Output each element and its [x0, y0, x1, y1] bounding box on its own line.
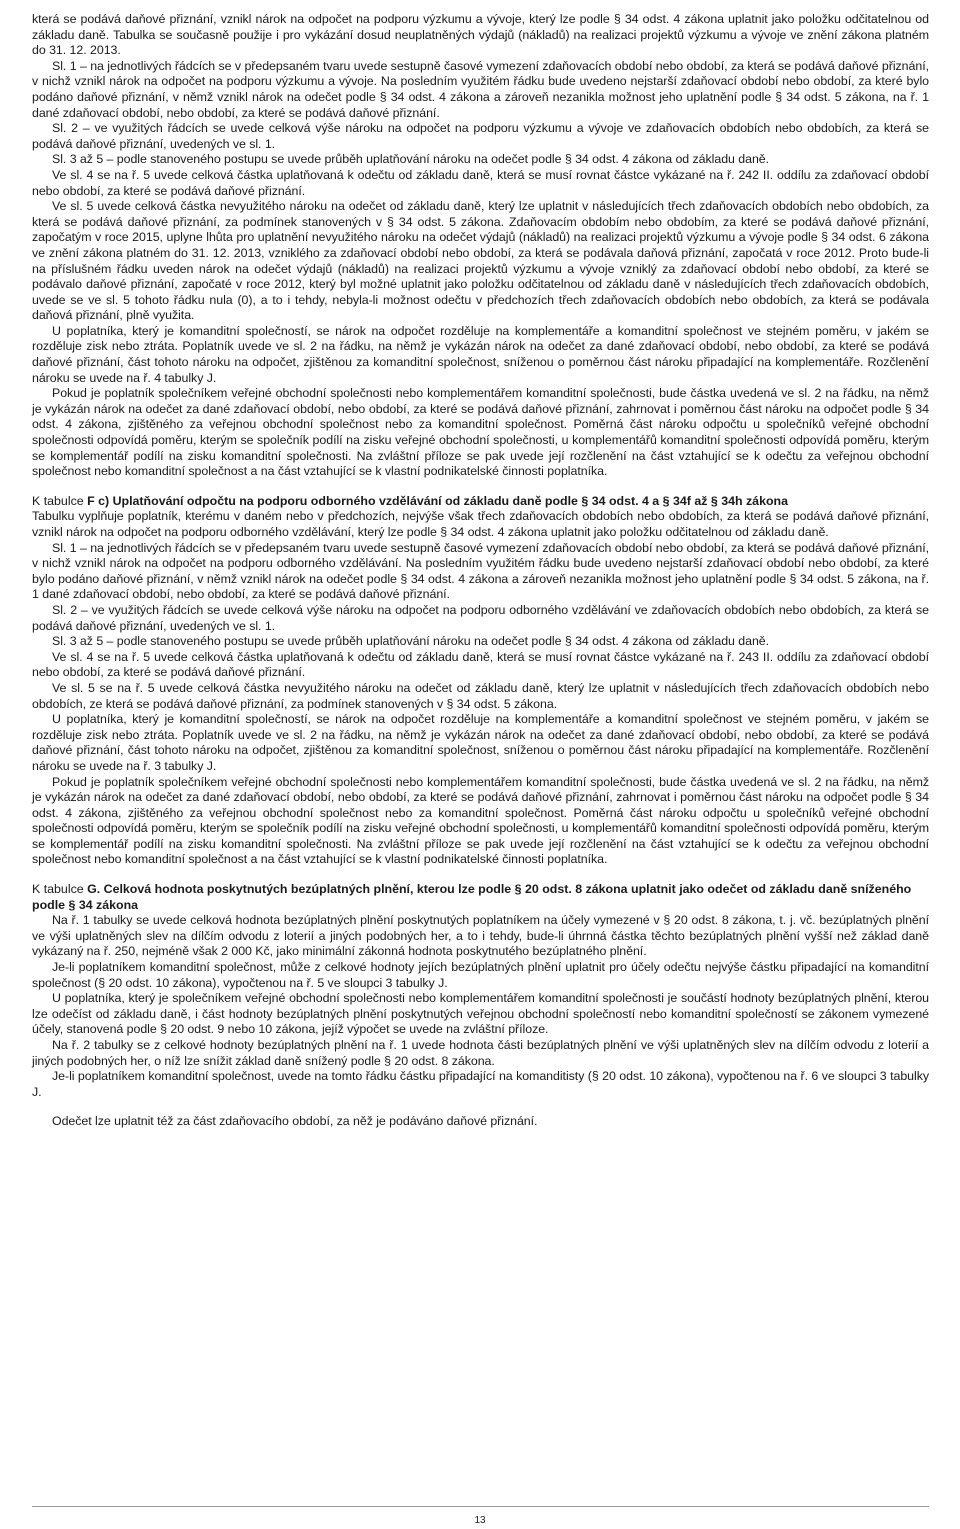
section-e-paragraph: Ve sl. 4 se na ř. 5 uvede celková částka uplatňovaná k odečtu od základu daně, která se musí rovnat částce vykázané na ř. 242 II. oddílu za zdaňovací období nebo období, za které se podává daňové přiznání.	[32, 167, 929, 198]
section-f-paragraph: Ve sl. 5 se na ř. 5 uvede celková částka nevyužitého nároku na odečet od základu daně, který lze uplatnit v následujících třech zdaňovacích obdobích nebo obdobích, ze která se podává daňové přiznání, za podmínek stanovených v § 34 odst. 5 zákona.	[32, 680, 929, 711]
section-g-closing-note: Odečet lze uplatnit též za část zdaňovacího období, za něž je podáváno daňové přiznání.	[52, 1114, 538, 1129]
section-e-paragraph: Sl. 3 až 5 – podle stanoveného postupu se uvede průběh uplatňování nároku na odečet podle § 34 odst. 4 zákona od základu daně.	[52, 152, 770, 167]
section-f-paragraph: U poplatníka, který je komanditní společností, se nárok na odpočet rozděluje na komplementáře a komanditní společnost ve stejném poměru, v jakém se rozděluje zisk nebo ztráta. Poplatník uvede ve sl. 2 na řádku, na němž je vykázán nárok na odečet za dané zdaňovací období, nebo období, za které se podává daňové přiznání, část tohoto nároku na odpočet, zjištěnou za komanditní společnost, sníženou o poměrnou část nároku připadající na komplementáře. Rozčlenění nároku se uvede na ř. 3 tabulky J.	[32, 712, 929, 773]
section-e-paragraph: Pokud je poplatník společníkem veřejné obchodní společnosti nebo komplementářem komanditní společnosti, bude částka uvedená ve sl. 2 na řádku, na němž je vykázán nárok na odečet za dané zdaňovací období, nebo období, za které se podává daňové přiznání, zahrnovat i poměrnou část nároku na odpočet podle § 34 odst. 4 zákona, zjištěného za veřejnou obchodní společnost nebo za komanditní společnost. Poměrná část nároku odpočtu u společníků veřejné obchodní společnosti odpovídá poměru, kterým se společník podílí na zisku veřejné obchodní společnosti, u komplementářů komanditní společnosti odpovídá poměru, kterým se komplementář podílí na zisku komanditní společnosti. Na zvláštní příloze se pak uvede její rozčlenění na část vztahující se k odečtu za veřejnou obchodní společnost nebo komanditní společnost a na část vztahující se k vlastní podnikatelské činnosti poplatníka.	[32, 386, 929, 479]
section-f-body	[32, 509, 929, 868]
section-e-paragraph: která se podává daňové přiznání, vznikl nárok na odpočet na podporu výzkumu a vývoje, který lze podle § 34 odst. 4 zákona uplatnit jako položku odčitatelnou od základu daně. Tabulka se současně použije i pro vykázání dosud neuplatněných výdajů (nákladů) na realizaci projektů výzkumu a vývoje ve znění zákona platném do 31. 12. 2013.	[32, 12, 929, 58]
section-g-paragraph: Je-li poplatníkem komanditní společnost, může z celkové hodnoty jejích bezúplatných plnění uplatnit pro účely odečtu nejvýše částku připadající na komanditní společnost (§ 20 odst. 10 zákona), vypočtenou na ř. 5 ve sloupci 3 tabulky J.	[32, 960, 929, 990]
section-g-paragraph: Na ř. 2 tabulky se z celkové hodnoty bezúplatných plnění na ř. 1 uvede hodnota části bezúplatných plnění ve výši uplatněných slev na dílčím odvodu z loterií a jiných podobných her, o níž lze snížit základ daně snížený podle § 20 odst. 8 zákona.	[32, 1038, 929, 1068]
section-g-heading-title: G. Celková hodnota poskytnutých bezúplatných plnění, kterou lze podle § 20 odst. 8 zákona uplatnit jako odečet od základu daně sníženého podle § 34 zákona	[32, 882, 912, 912]
page-number: 13	[474, 1515, 486, 1526]
section-e-paragraph: Sl. 1 – na jednotlivých řádcích se v předepsaném tvaru uvede sestupně časové vymezení zdaňovacích období nebo období, za která se podává daňové přiznání, v nichž vznikl nárok na odpočet na podporu výzkumu a vývoje. Na posledním využitém řádku bude uvedeno nejstarší zdaňovací období nebo období, za které bylo podáno daňové přiznání, v němž vznikl nárok na odečet podle § 34 odst. 4 zákona a zároveň nezanikla možnost jeho uplatnění podle § 34 odst. 5 zákona, na ř. 1 dané zdaňovací období, nebo období, za které se podává daňové přiznání.	[32, 58, 929, 120]
section-e-paragraph: Sl. 2 – ve využitých řádcích se uvede celková výše nároku na odpočet na podporu výzkumu a vývoje ve zdaňovacích obdobích nebo obdobích, za která se podává daňové přiznání, uvedených ve sl. 1.	[32, 121, 929, 151]
section-f-paragraph: Tabulku vyplňuje poplatník, kterému v daném nebo v předchozích, nejvýše však třech zdaňovacích obdobích nebo obdobích, za která se podává daňové přiznání, vznikl nárok na odpočet na podporu odborného vzdělávání, který lze podle § 34 odst. 4 zákona uplatnit jako položku odčitatelnou od základu daně.	[32, 509, 929, 539]
section-g-paragraph: Je-li poplatníkem komanditní společnost, uvede na tomto řádku částku připadající na komanditisty (§ 20 odst. 10 zákona), vypočtenou na ř. 6 ve sloupci 3 tabulky J.	[32, 1069, 929, 1099]
footer-divider	[32, 1506, 929, 1507]
section-g-paragraph: Na ř. 1 tabulky se uvede celková hodnota bezúplatných plnění poskytnutých poplatníkem na účely vymezené v § 20 odst. 8 zákona, t. j. vč. bezúplatných plnění ve výši uplatněných slev na dílčím odvodu z loterií a jiných podobných her, a to i tehdy, bude-li úhrnná částka těchto bezúplatných plnění vyšší než základ daně vykázaný na ř. 250, nejméně však 2 000 Kč, jako minimální zákonná hodnota poskytnutého bezúplatného plnění.	[32, 913, 929, 959]
section-e-continued	[32, 12, 929, 480]
section-g-body	[32, 913, 929, 1100]
section-f-paragraph: Ve sl. 4 se na ř. 5 uvede celková částka uplatňovaná k odečtu od základu daně, která se musí rovnat částce vykázané na ř. 243 II. oddílu za zdaňovací období nebo období, za které se podává daňové přiznání.	[32, 649, 929, 680]
document-body	[32, 12, 929, 1130]
section-f-paragraph: Sl. 2 – ve využitých řádcích se uvede celková výše nároku na odpočet na podporu odborného vzdělávání ve zdaňovacích obdobích nebo obdobích, za která se podává daňové přiznání, uvedených ve sl. 1.	[32, 602, 929, 633]
section-g-heading	[32, 882, 929, 913]
section-e-paragraph: Ve sl. 5 uvede celková částka nevyužitého nároku na odečet od základu daně, který lze uplatnit v následujících třech zdaňovacích obdobích nebo obdobích, za která se podává daňové přiznání, za podmínek stanovených v § 34 odst. 5 zákona. Zdaňovacím obdobím nebo obdobím, za které se podává daňové přiznání, započatým v roce 2015, uplyne lhůta pro uplatnění nevyužitého nároku na odečet výdajů (nákladů) na realizaci projektů výzkumu a vývoje podle § 34 odst. 6 zákona ve znění zákona platném do 31. 12. 2013, vzniklého za zdaňovací období nebo období, za která se podávala daňová přiznání, započatá v roce 2012. Proto bude-li na příslušném řádku uveden nárok na odečet výdajů (nákladů) na realizaci projektů výzkumu a vývoje vzniklý za zdaňovací období nebo období, za které se podávalo daňové přiznání, započaté v roce 2012, který byl možné uplatnit jako položku odčitatelnou od základu daně v následujících třech zdaňovacích obdobích, uvede se ve sl. 5 tohoto řádku nula (0), a to i tehdy, nebyla-li možnost odečtu v předchozích třech zdaňovacích obdobích nebo obdobích, za která se podávala daňová přiznání, plně využita.	[32, 199, 929, 323]
section-f-paragraph: Sl. 1 – na jednotlivých řádcích se v předepsaném tvaru uvede sestupně časové vymezení zdaňovacích období nebo období, za která se podává daňové přiznání, v nichž vznikl nárok na odpočet na podporu odborného vzdělávání. Na posledním využitém řádku bude uvedeno nejstarší zdaňovací období nebo období, za které bylo podáno daňové přiznání, v němž vznikl nárok na odečet podle § 34 odst. 4 zákona a zároveň nezanikla možnost jeho uplatnění podle § 34 odst. 5 zákona, na ř. 1 dané zdaňovací období, nebo období, za které se podává daňové přiznání.	[32, 540, 929, 602]
section-f-heading	[32, 494, 929, 510]
section-f-heading-prefix: K tabulce	[32, 493, 88, 508]
section-e-paragraph: U poplatníka, který je komanditní společností, se nárok na odpočet rozděluje na komplementáře a komanditní společnost ve stejném poměru, v jakém se rozděluje zisk nebo ztráta. Poplatník uvede ve sl. 2 na řádku, na němž je vykázán nárok na odečet za dané zdaňovací období, nebo období, za které se podává daňové přiznání, část tohoto nároku na odpočet, zjištěnou za komanditní společnost, sníženou o poměrnou část nároku připadající na komplementáře. Rozčlenění nároku se uvede na ř. 4 tabulky J.	[32, 323, 929, 385]
section-f-paragraph: Sl. 3 až 5 – podle stanoveného postupu se uvede průběh uplatňování nároku na odečet podle § 34 odst. 4 zákona od základu daně.	[52, 634, 770, 649]
section-g-heading-prefix: K tabulce	[32, 882, 88, 897]
section-f-heading-title: F c) Uplatňování odpočtu na podporu odborného vzdělávání od základu daně podle § 34 odst. 4 a § 34f až § 34h zákona	[87, 493, 788, 508]
section-f-paragraph: Pokud je poplatník společníkem veřejné obchodní společnosti nebo komplementářem komanditní společnosti, bude částka uvedená ve sl. 2 na řádku, na němž je vykázán nárok na odečet za dané zdaňovací období, nebo období, za které se podává daňové přiznání, zahrnovat i poměrnou část nároku na odpočet podle § 34 odst. 4 zákona, zjištěného za veřejnou obchodní společnost nebo za komanditní společnost. Poměrná část nároku odpočtu u společníků veřejné obchodní společnosti odpovídá poměru, kterým se společník podílí na zisku veřejné obchodní společnosti, u komplementářů komanditní společnosti odpovídá poměru, kterým se komplementář podílí na zisku komanditní společnosti. Na zvláštní příloze se pak uvede její rozčlenění na část vztahující se k odečtu za veřejnou obchodní společnost nebo komanditní společnost a na část vztahující se k vlastní podnikatelské činnosti poplatníka.	[32, 774, 929, 867]
section-g-paragraph: U poplatníka, který je společníkem veřejné obchodní společnosti nebo komplementářem komanditní společnosti je součástí hodnoty bezúplatných plnění, kterou lze odečíst od základu daně, i část hodnoty bezúplatných plnění poskytnutých veřejnou obchodní společností nebo komanditní společností se zákonem vymezené účely, stanovená podle § 20 odst. 9 nebo 10 zákona, jejíž výpočet se uvede na zvláštní příloze.	[32, 991, 929, 1037]
